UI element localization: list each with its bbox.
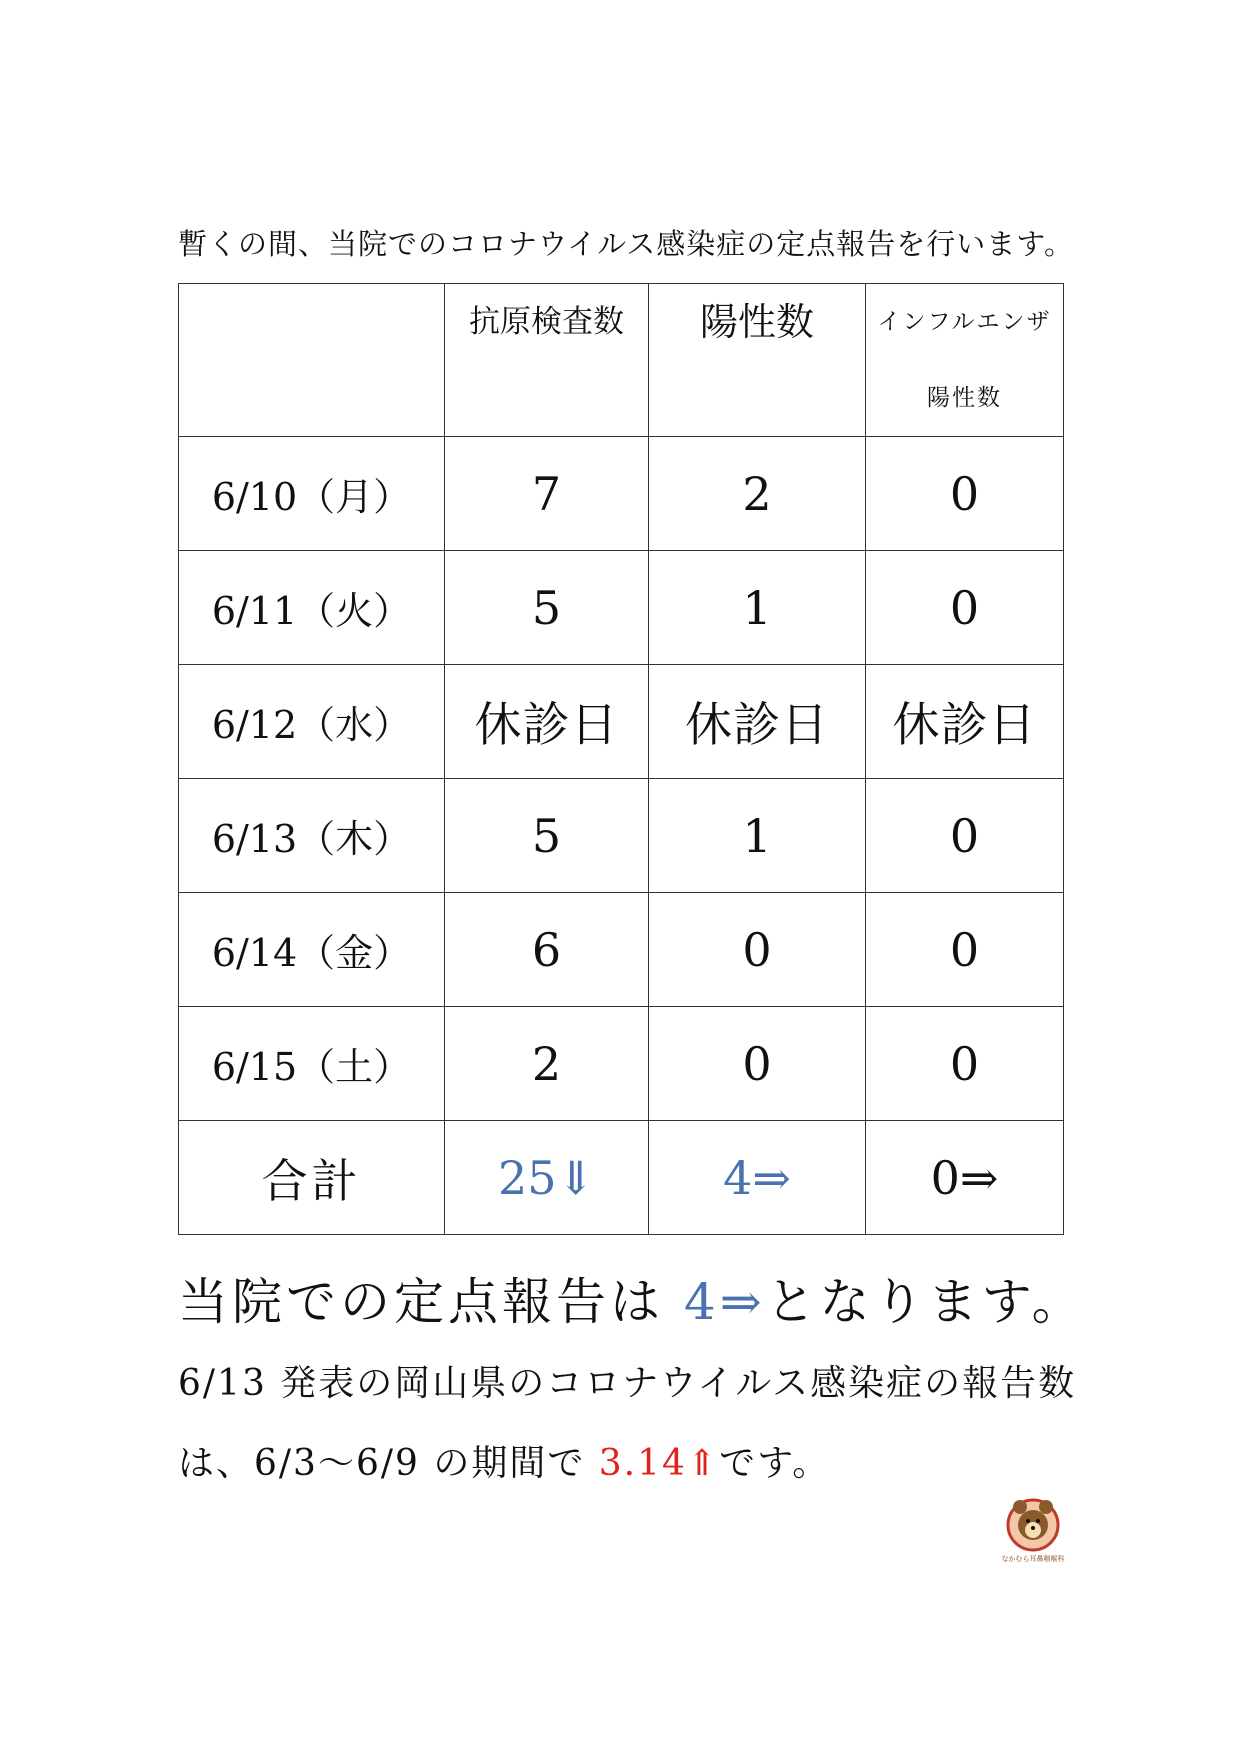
- header-row: [179, 284, 1064, 437]
- row-flu: 0: [866, 1007, 1064, 1121]
- header-flu-line2: 陽性数: [927, 385, 1002, 411]
- row-date: 6/15（土）: [179, 1007, 445, 1121]
- table-row: [179, 437, 1064, 551]
- summary-suffix: となります。: [765, 1273, 1086, 1331]
- header-flu: [866, 284, 1064, 437]
- prefecture-value: 3.14⇑: [598, 1443, 720, 1484]
- row-antigen: 2: [445, 1007, 649, 1121]
- table-row: [179, 779, 1064, 893]
- row-date: 6/13（木）: [179, 779, 445, 893]
- logo-text: なかむら耳鼻咽喉科: [1001, 1555, 1065, 1563]
- row-positive: 0: [649, 1007, 866, 1121]
- header-positive: 陽性数: [649, 284, 866, 437]
- row-antigen: 5: [445, 779, 649, 893]
- summary-value: 4⇒: [683, 1273, 766, 1331]
- row-positive: 休診日: [649, 665, 866, 779]
- row-flu: 0: [866, 893, 1064, 1007]
- summary-prefix: 当院での定点報告は: [178, 1273, 684, 1331]
- table-row: [179, 665, 1064, 779]
- row-date: 6/14（金）: [179, 893, 445, 1007]
- total-label: 合計: [179, 1121, 445, 1235]
- row-flu: 0: [866, 779, 1064, 893]
- header-antigen: 抗原検査数: [445, 284, 649, 437]
- row-flu: 0: [866, 551, 1064, 665]
- row-date: 6/12（水）: [179, 665, 445, 779]
- summary-line: [178, 1262, 1086, 1334]
- total-antigen: 25⇓: [445, 1121, 649, 1235]
- prefecture-prefix: は、6/3～6/9 の期間で: [178, 1443, 599, 1484]
- row-antigen: 6: [445, 893, 649, 1007]
- intro-text: 暫くの間、当院でのコロナウイルス感染症の定点報告を行います。: [178, 227, 1074, 261]
- row-date: 6/10（月）: [179, 437, 445, 551]
- row-antigen: 7: [445, 437, 649, 551]
- row-flu: 休診日: [866, 665, 1064, 779]
- table-row: [179, 893, 1064, 1007]
- row-positive: 0: [649, 893, 866, 1007]
- total-row: [179, 1121, 1064, 1235]
- prefecture-suffix: です。: [719, 1443, 831, 1484]
- row-positive: 1: [649, 779, 866, 893]
- row-flu: 0: [866, 437, 1064, 551]
- table-row: [179, 1007, 1064, 1121]
- row-positive: 1: [649, 551, 866, 665]
- header-blank: [179, 284, 445, 437]
- row-positive: 2: [649, 437, 866, 551]
- total-positive: 4⇒: [649, 1121, 866, 1235]
- header-flu-line1: インフルエンザ: [877, 309, 1052, 335]
- row-date: 6/11（火）: [179, 551, 445, 665]
- prefecture-line-1: 6/13 発表の岡山県のコロナウイルス感染症の報告数: [178, 1363, 1077, 1404]
- table-row: [179, 551, 1064, 665]
- report-table: [178, 283, 1064, 1235]
- prefecture-line-2: [178, 1435, 830, 1486]
- total-flu: 0⇒: [866, 1121, 1064, 1235]
- clinic-logo: [1000, 1495, 1066, 1565]
- row-antigen: 5: [445, 551, 649, 665]
- row-antigen: 休診日: [445, 665, 649, 779]
